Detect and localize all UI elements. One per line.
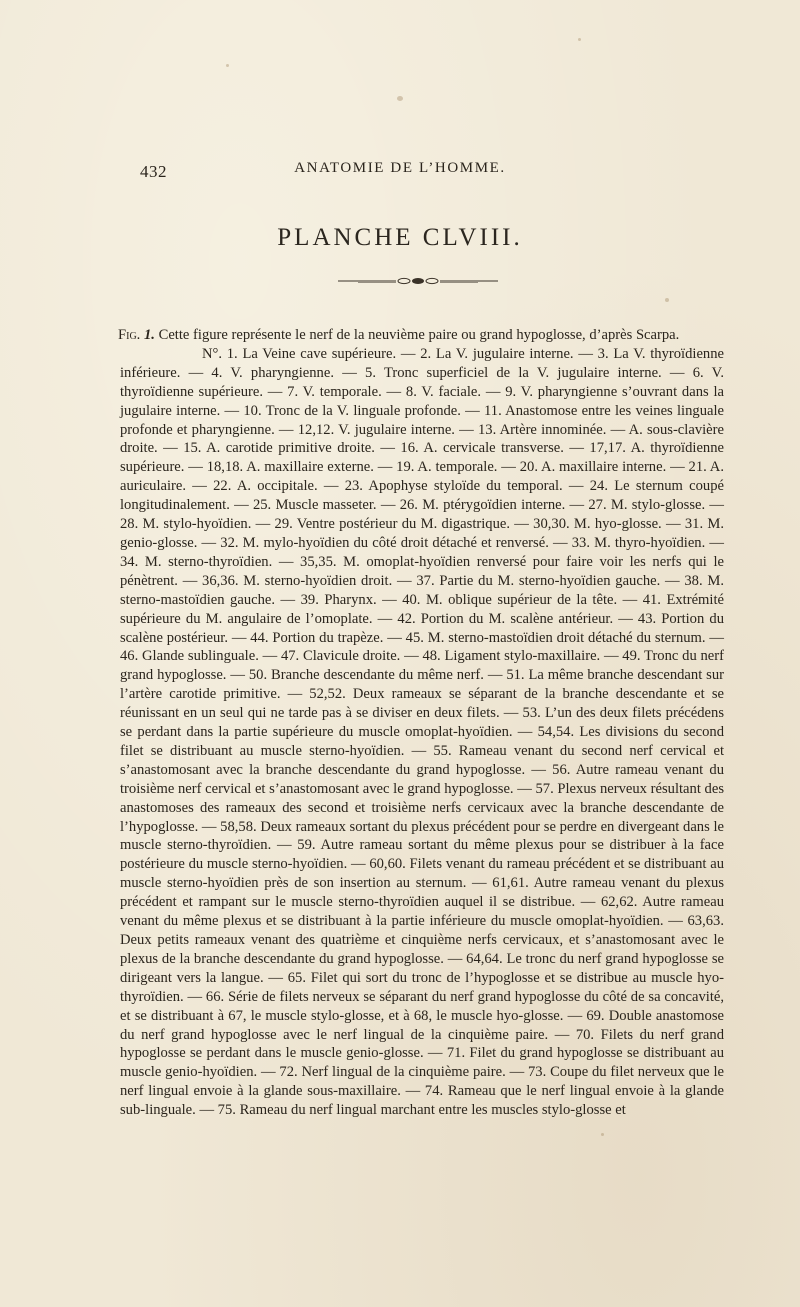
figure-caption (120, 326, 724, 345)
ornament-rule (338, 276, 498, 286)
running-head: ANATOMIE DE L’HOMME. (294, 160, 506, 176)
figure-description (120, 326, 724, 1120)
figure-number: 1. (143, 327, 155, 343)
page-header (0, 158, 800, 182)
foxing-spot (578, 38, 581, 41)
plate-title: PLANCHE CLVIII. (277, 224, 523, 251)
foxing-spot (226, 64, 229, 67)
figure-legend: N°. 1. La Veine cave supérieure. — 2. La V. jugulaire interne. — 3. La V. thyroïdienne inférieure. — 4. V. pharyngienne. — 5. Tronc superficiel de la V. jugulaire interne. — 6. V. thyroïdienne supérieure. — 7. V. temporale. — 8. V. faciale. — 9. V. pharyngienne s’ouvrant dans la jugulaire interne. — 10. Tronc de la V. linguale profonde. — 11. Anastomose entre les veines linguale profonde et pharyngienne. — 12,12. V. jugulaire interne. — 13. Artère innominée. — A. sous-clavière droite. — 15. A. carotide primitive droite. — 16. A. cervicale transverse. — 17,17. A. thyroïdienne supérieure. — 18,18. A. maxillaire externe. — 19. A. temporale. — 20. A. maxillaire interne. — 21. A. auriculaire. — 22. A. occipitale. — 23. Apophyse styloïde du temporal. — 24. Le sternum coupé longitudinalement. — 25. Muscle masseter. — 26. M. ptérygoïdien interne. — 27. M. stylo-glosse. — 28. M. stylo-hyoïdien. — 29. Ventre postérieur du M. digastrique. — 30,30. M. hyo-glosse. — 31. M. genio-glosse. — 32. M. mylo-hyoïdien du côté droit détaché et renversé. — 33. M. thyro-hyoïdien. — 34. M. sterno-thyroïdien. — 35,35. M. omoplat-hyoïdien renversé pour faire voir les nerfs qui le pénètrent. — 36,36. M. sterno-hyoïdien droit. — 37. Partie du M. sterno-hyoïdien gauche. — 38. M. sterno-mastoïdien gauche. — 39. Pharynx. — 40. M. oblique supérieur de la tête. — 41. Extrémité supérieure du M. angulaire de l’omoplate. — 42. Portion du M. scalène antérieur. — 43. Portion du scalène postérieur. — 44. Portion du trapèze. — 45. M. sterno-mastoïdien droit détaché du sternum. — 46. Glande sublinguale. — 47. Clavicule droite. — 48. Ligament stylo-maxillaire. — 49. Tronc du nerf grand hypoglosse. — 50. Branche descendante du même nerf. — 51. La même branche descendant sur l’artère carotide primitive. — 52,52. Deux rameaux se séparant de la branche descendante et se réunissant en un seul qui ne tarde pas à se diviser en deux filets. — 53. L’un des deux filets précédens se perdant dans la partie supérieure du muscle omoplat-hyoïdien. — 54,54. Les divisions du second filet se distribuant au muscle sterno-hyoïdien. — 55. Rameau venant du second nerf cervical et s’anastomosant avec la branche descendante du grand hypoglosse. — 56. Autre rameau venant du troisième nerf cervical et s’anastomosant avec le grand hypoglosse. — 57. Plexus nerveux résultant des anastomoses des rameaux des second et troisième nerfs cervicaux avec la branche descendante de l’hypoglosse. — 58,58. Deux rameaux sortant du plexus précédent pour se perdre en divergeant dans le muscle sterno-thyroïdien. — 59. Autre rameau sortant du même plexus pour se distribuer à la face postérieure du muscle sterno-hyoïdien. — 60,60. Filets venant du rameau précédent et se distribuant au muscle sterno-hyoïdien près de son insertion au sternum. — 61,61. Autre rameau venant du plexus précédent et rampant sur le muscle sterno-thyroïdien auquel il se distribue. — 62,62. Autre rameau venant du même plexus et se distribuant à la partie inférieure du muscle omoplat-hyoïdien. — 63,63. Deux petits rameaux venant des quatrième et cinquième nerfs cervicaux, et s’anastomosant avec le plexus de la branche descendante du grand hypoglosse. — 64,64. Le tronc du nerf grand hypoglosse se dirigeant vers la langue. — 65. Filet qui sort du tronc de l’hypoglosse et se distribue au muscle hyo-thyroïdien. — 66. Série de filets nerveux se séparant du nerf grand hypoglosse du côté de sa concavité, et se distribuant à 67, le muscle stylo-glosse, et à 68, le muscle hyo-glosse. — 69. Double anastomose du nerf grand hypoglosse avec le nerf lingual de la cinquième paire. — 70. Filets du nerf grand hypoglosse se perdant dans le muscle genio-glosse. — 71. Filet du grand hypoglosse se distribuant au muscle genio-hyoïdien. — 72. Nerf lingual de la cinquième paire. — 73. Coupe du filet nerveux que le nerf lingual envoie à la glande sous-maxillaire. — 74. Rameau que le nerf lingual envoie à la glande sub-linguale. — 75. Rameau du nerf lingual marchant entre les muscles stylo-glosse et (120, 345, 724, 1119)
page-number: 432 (140, 162, 167, 181)
foxing-spot (397, 96, 403, 101)
figure-intro: Cette figure représente le nerf de la neuvième paire ou grand hypoglosse, d’après Scarpa. (158, 327, 680, 343)
foxing-spot (665, 298, 669, 302)
foxing-spot (601, 1133, 604, 1136)
figure-label: Fig. (118, 327, 141, 343)
